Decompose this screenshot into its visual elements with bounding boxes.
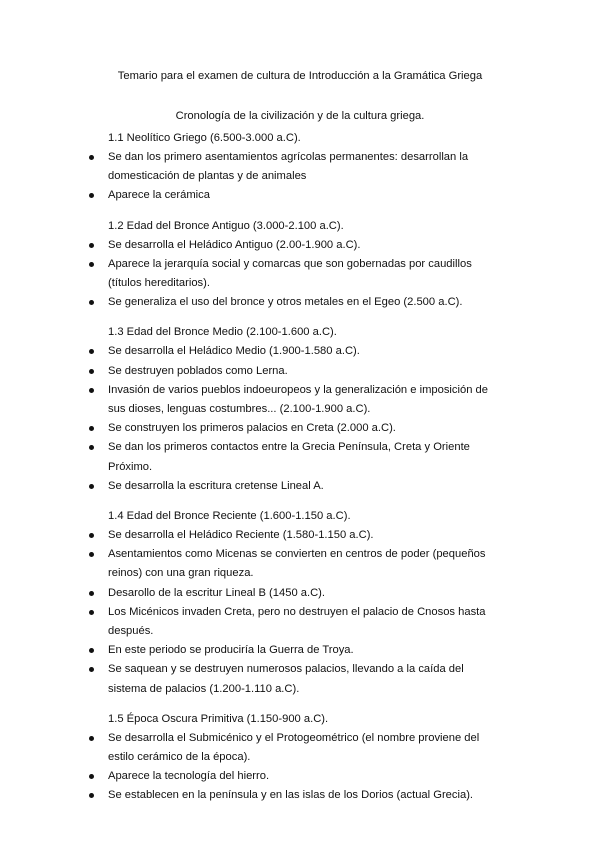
bullet-icon bbox=[89, 349, 94, 354]
bullet-list bbox=[0, 148, 600, 206]
bullet-icon bbox=[89, 736, 94, 741]
list-item-text: Se generaliza el uso del bronce y otros metales en el Egeo (2.500 a.C). bbox=[108, 296, 463, 309]
bullet-icon bbox=[89, 774, 94, 779]
bullet-list bbox=[0, 729, 600, 806]
list-item-text: Aparece la tecnología del hierro. bbox=[108, 770, 270, 783]
list-item bbox=[0, 342, 600, 361]
list-item bbox=[0, 526, 600, 545]
list-item bbox=[0, 438, 600, 476]
list-item-text: Los Micénicos invaden Creta, pero no destruyen el palacio de Cnosos hasta después. bbox=[108, 605, 486, 638]
bullet-list bbox=[0, 236, 600, 313]
list-item-text: Se desarrolla el Heládico Antiguo (2.00-1.900 a.C). bbox=[108, 238, 361, 251]
list-item bbox=[0, 255, 600, 293]
section bbox=[0, 322, 600, 496]
bullet-list bbox=[0, 526, 600, 699]
list-item-text: Desarollo de la escritur Lineal B (1450 a.C). bbox=[108, 586, 326, 599]
list-item-text: Se desarrolla el Submicénico y el Protogeométrico (el nombre proviene del estilo cerámico de la época). bbox=[108, 731, 480, 764]
bullet-icon bbox=[89, 610, 94, 615]
section-heading: 1.1 Neolítico Griego (6.500-3.000 a.C). bbox=[108, 132, 301, 144]
list-item bbox=[0, 236, 600, 255]
list-item bbox=[0, 767, 600, 786]
bullet-icon bbox=[89, 533, 94, 538]
list-item-text: Se desarrolla el Heládico Reciente (1.580-1.150 a.C). bbox=[108, 529, 374, 542]
list-item-text: Se dan los primero asentamientos agrícolas permanentes: desarrollan la domesticación de plantas y de animales bbox=[108, 151, 469, 183]
document-title: Temario para el examen de cultura de Introducción a la Gramática Griega bbox=[117, 70, 483, 82]
section-heading: 1.3 Edad del Bronce Medio (2.100-1.600 a.C). bbox=[108, 326, 337, 339]
list-item bbox=[0, 419, 600, 438]
list-item bbox=[0, 660, 600, 698]
bullet-icon bbox=[89, 484, 94, 489]
bullet-icon bbox=[89, 648, 94, 653]
bullet-icon bbox=[89, 262, 94, 267]
list-item-text: Se establecen en la península y en las islas de los Dorios (actual Grecia). bbox=[108, 789, 474, 802]
bullet-icon bbox=[89, 667, 94, 672]
list-item bbox=[0, 293, 600, 312]
section-heading: 1.5 Época Oscura Primitiva (1.150-900 a.C). bbox=[108, 712, 329, 725]
bullet-icon bbox=[89, 445, 94, 450]
section-heading: 1.2 Edad del Bronce Antiguo (3.000-2.100 a.C). bbox=[108, 219, 344, 232]
section bbox=[0, 709, 600, 806]
bullet-icon bbox=[89, 793, 94, 798]
list-item bbox=[0, 477, 600, 496]
section bbox=[0, 128, 600, 206]
list-item-text: Se dan los primeros contactos entre la Grecia Península, Creta y Oriente Próximo. bbox=[108, 441, 470, 473]
section bbox=[0, 216, 600, 313]
bullet-icon bbox=[89, 193, 94, 198]
list-item bbox=[0, 641, 600, 660]
list-item-text: Se saquean y se destruyen numerosos palacios, llevando a la caída del sistema de palacios (1.200-1.110 a.C). bbox=[108, 663, 464, 695]
bullet-icon bbox=[89, 243, 94, 248]
bullet-icon bbox=[89, 369, 94, 374]
bullet-list bbox=[0, 342, 600, 496]
bullet-icon bbox=[89, 300, 94, 305]
bullet-icon bbox=[89, 426, 94, 431]
list-item bbox=[0, 603, 600, 641]
list-item-text: Invasión de varios pueblos indoeuropeos y la generalización e imposición de sus dioses, lenguas costumbres... (2.100-1.900 a.C). bbox=[108, 383, 488, 416]
bullet-icon bbox=[89, 591, 94, 596]
list-item-text: Aparece la jerarquía social y comarcas que son gobernadas por caudillos (títulos hereditarios). bbox=[108, 257, 472, 290]
list-item bbox=[0, 362, 600, 381]
list-item bbox=[0, 786, 600, 805]
section bbox=[0, 506, 600, 699]
sections-container bbox=[0, 128, 600, 806]
list-item-text: En este periodo se produciría la Guerra de Troya. bbox=[108, 644, 354, 657]
list-item bbox=[0, 148, 600, 186]
bullet-icon bbox=[89, 388, 94, 393]
list-item-text: Se desarrolla el Heládico Medio (1.900-1.580 a.C). bbox=[108, 345, 360, 358]
list-item-text: Se construyen los primeros palacios en Creta (2.000 a.C). bbox=[108, 422, 396, 435]
list-item-text: Se desarrolla la escritura cretense Lineal A. bbox=[108, 479, 324, 492]
list-item bbox=[0, 381, 600, 419]
bullet-icon bbox=[89, 552, 94, 557]
section-heading: 1.4 Edad del Bronce Reciente (1.600-1.150 a.C). bbox=[108, 510, 351, 523]
document-subtitle bbox=[0, 110, 600, 122]
bullet-icon bbox=[89, 155, 94, 160]
subtitle-text: Cronología de la civilización y de la cultura griega. bbox=[175, 110, 425, 122]
list-item-text: Se destruyen poblados como Lerna. bbox=[108, 364, 288, 377]
list-item bbox=[0, 186, 600, 205]
list-item bbox=[0, 584, 600, 603]
list-item-text: Aparece la cerámica bbox=[108, 189, 210, 202]
list-item-text: Asentamientos como Micenas se convierten en centros de poder (pequeños reinos) con una gran riqueza. bbox=[108, 548, 486, 580]
list-item bbox=[0, 729, 600, 767]
list-item bbox=[0, 545, 600, 583]
